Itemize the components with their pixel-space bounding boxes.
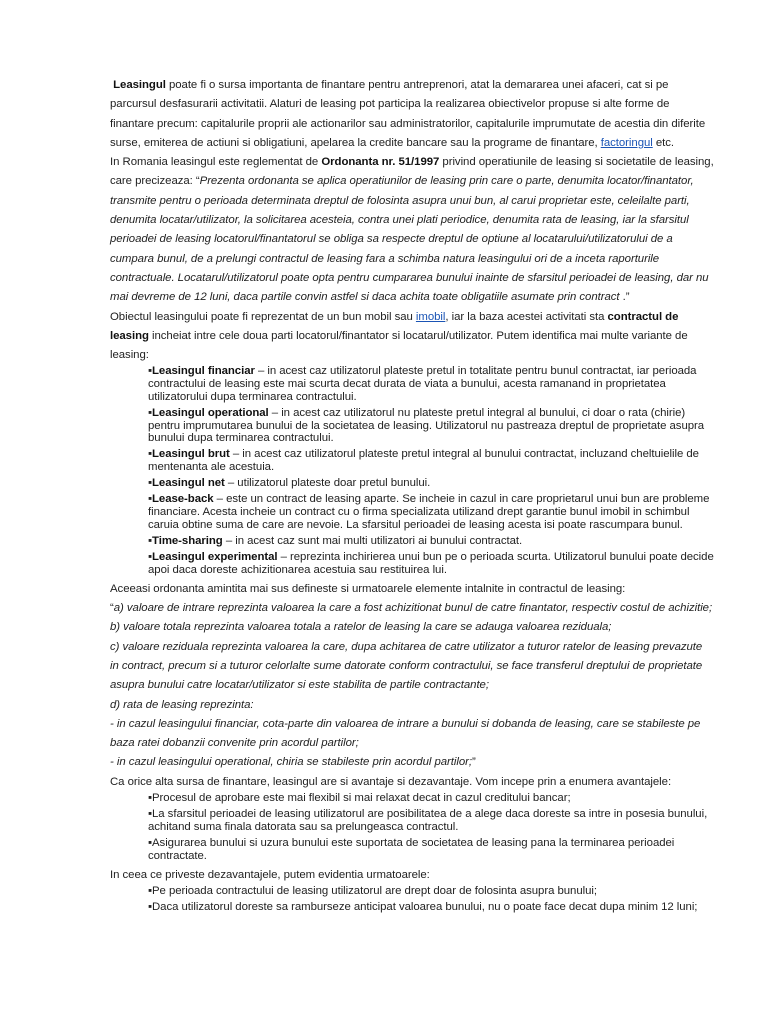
bullet-icon: ▪ — [148, 448, 152, 461]
variant-name: Leasingul experimental — [152, 550, 278, 563]
bullet-icon: ▪ — [148, 836, 152, 849]
intro-text-end: etc. — [652, 136, 675, 149]
variant-name: Leasingul brut — [152, 448, 230, 461]
variant-name: Leasingul financiar — [152, 365, 255, 378]
object-text: Obiectul leasingului poate fi reprezentat de un bun mobil sau — [110, 310, 416, 323]
list-item — [148, 365, 714, 403]
definitions-block — [110, 599, 714, 773]
imobil-link[interactable]: imobil — [415, 310, 446, 323]
bullet-icon: ▪ — [148, 901, 152, 914]
leasing-variants-list — [110, 365, 714, 576]
variant-desc: – in acest caz utilizatorul plateste pretul integral al bunului contractat, incluzand cheltuielile de mentenanta ale acestuia. — [148, 448, 699, 474]
intro-lead: Leasingul — [113, 79, 166, 91]
definition-d2: - in cazul leasingului operational, chiria se stabileste prin acordul partilor;” — [110, 756, 476, 769]
advantages-list — [110, 792, 714, 862]
disadvantages-intro: In ceea ce priveste dezavantajele, putem evidentia urmatoarele: — [110, 868, 430, 881]
romania-paragraph — [110, 153, 714, 307]
list-item: ▪Procesul de aprobare este mai flexibil si mai relaxat decat in cazul creditului bancar; — [148, 792, 571, 804]
intro-paragraph — [110, 76, 714, 153]
romania-text: In Romania leasingul este reglementat de — [110, 156, 322, 169]
advantages-intro: Ca orice alta sursa de finantare, leasingul are si avantaje si dezavantaje. Vom incepe prin a enumera avantajele: — [110, 775, 672, 788]
list-item: ▪Pe perioada contractului de leasing utilizatorul are drept doar de folosinta asupra bunului; — [148, 884, 597, 897]
object-text-3: incheiat intre cele doua parti locatorul/finantator si locatarul/utilizator. Putem identifica mai multe variante de leasing: — [110, 329, 688, 362]
variant-desc: – reprezinta inchirierea unui bun pe o perioada scurta. Utilizatorul bunului poate decide apoi daca doreste achizitionarea acestuia sau restituirea lui. — [148, 550, 714, 576]
disadvantages-list — [110, 885, 714, 914]
bullet-icon: ▪ — [148, 534, 152, 547]
definition-d1: - in cazul leasingului financiar, cota-parte din valoarea de intrare a bunului si dobanda de leasing, care se stabileste pe baza ratei dobanzii convenite prin acordul partilor; — [110, 717, 701, 750]
variant-desc: – este un contract de leasing aparte. Se incheie in cazul in care proprietarul unui bun are probleme financiare. Acesta incheie un contract cu o firma specializata utilizand drept garantie bunul imobil in schimbul caruia obtine suma de care are nevoie. La sfarsitul perioadei de leasing acesta isi poate rascumpara bunul. — [148, 493, 710, 531]
ordinance-quote: Prezenta ordonanta se aplica operatiunilor de leasing prin care o parte, denumita locator/finantator, transmite pentru o perioada determinata dreptul de folosinta asupra unui bun, al carui proprietar este, celeilalte parti, denumita locatar/utilizator, la solicitarea acesteia, contra unei plati periodice, denumita rata de leasing, iar la sfarsitul perioadei de leasing locatorul/finantatorul se obliga sa respecte dreptul de optiune al locatarului/utilizatorului de a cumpara bunul, de a prelungi contractul de leasing fara a schimba natura leasingului ori de a inceta raporturile contractuale. Locatarul/utilizatorul poate opta pentru cumpararea bunului inainte de sfarsitul perioadei de leasing, dar nu mai devreme de 12 luni, daca partile convin astfel si daca achita toate obligatiile asumate prin contract — [110, 175, 709, 304]
object-paragraph — [110, 308, 714, 366]
list-item — [148, 448, 714, 473]
variant-name: Leasingul operational — [152, 406, 269, 419]
bullet-icon: ▪ — [148, 477, 152, 490]
list-item — [148, 535, 714, 548]
definition-d: d) rata de leasing reprezinta: — [110, 698, 254, 711]
open-quote: “ — [110, 602, 114, 615]
document-page — [110, 76, 714, 917]
definition-c: c) valoare reziduala reprezinta valoarea la care, dupa achitarea de catre utilizator a tuturor ratelor de leasing prevazute in contract, precum si a tuturor celorlalte sume datorate conform contractului, se face transferul dreptului de proprietate asupra bunului catre locatar/utilizator si este stabilita de partile contractante; — [110, 640, 703, 692]
variant-name: Lease-back — [152, 493, 214, 506]
bullet-icon: ▪ — [148, 808, 152, 821]
list-item: ▪Asigurarea bunului si uzura bunului este suportata de societatea de leasing pana la terminarea perioadei contractate. — [148, 836, 675, 862]
variant-name: Time-sharing — [152, 534, 223, 547]
variant-desc: – utilizatorul plateste doar pretul bunului. — [224, 477, 431, 490]
bullet-icon: ▪ — [148, 365, 152, 378]
ordinance-number: Ordonanta nr. 51/1997 — [321, 156, 440, 169]
bullet-icon: ▪ — [148, 792, 152, 804]
variant-desc: – in acest caz utilizatorul plateste pretul in totalitate pentru bunul contractat, iar perioada contractului de leasing este mai scurta decat durata de viata a bunului, acesta ramanand in proprietatea utilizatorului dupa terminarea contractului. — [148, 365, 697, 403]
contract-term: contractul de leasing — [110, 310, 679, 342]
definition-b: b) valoare totala reprezinta valoarea totala a ratelor de leasing la care se adauga valoarea reziduala; — [110, 621, 612, 634]
variant-desc: – in acest caz utilizatorul nu plateste pretul integral al bunului, ci doar o rata (chirie) pentru imprumutarea bunului de la societatea de leasing. Utilizatorul nu pastreaza dreptul de proprietate asupra bunului dupa terminarea contractului. — [148, 406, 705, 445]
definition-a: “a) valoare de intrare reprezinta valoarea la care a fost achizitionat bunul de catre finantator, respectiv costul de achizitie; — [110, 602, 713, 615]
list-item — [148, 477, 714, 490]
romania-text-2: privind operatiunile de leasing si societatile de leasing, care precizeaza: “ — [110, 156, 714, 188]
bullet-icon: ▪ — [148, 493, 152, 506]
factoring-link[interactable]: factoringul — [600, 136, 653, 149]
list-item — [148, 407, 714, 445]
list-item — [148, 551, 714, 576]
bullet-icon: ▪ — [148, 884, 152, 897]
bullet-icon: ▪ — [148, 550, 152, 563]
romania-quote-end: .” — [619, 291, 630, 304]
list-item — [148, 493, 714, 531]
variant-desc: – in acest caz sunt mai multi utilizatori ai bunului contractat. — [222, 534, 523, 547]
object-text-2: , iar la baza acestei activitati sta — [445, 310, 608, 323]
elements-intro: Aceeasi ordonanta amintita mai sus defineste si urmatoarele elemente intalnite in contractul de leasing: — [110, 582, 626, 595]
variant-name: Leasingul net — [152, 477, 225, 490]
bullet-icon: ▪ — [148, 406, 152, 419]
intro-text: poate fi o sursa importanta de finantare pentru antreprenori, atat la demararea unei afaceri, cat si pe parcursul desfasurarii activitatii. Alaturi de leasing pot participa la realizarea obiectivelor propuse si alte forme de finantare precum: capitalurile proprii ale actionarilor sau administratorilor, capitalurile imprumutate de acestia din diferite surse, emiterea de actiuni si obligatiuni, apelarea la credite bancare sau la programe de finantare, — [110, 79, 706, 149]
close-quote: ” — [472, 756, 476, 769]
list-item: ▪La sfarsitul perioadei de leasing utilizatorul are posibilitatea de a alege daca doreste sa intre in posesia bunului, achitand suma finala datorata sau sa prelungeasca contractul. — [148, 808, 708, 833]
list-item: ▪Daca utilizatorul doreste sa ramburseze anticipat valoarea bunului, nu o poate face decat dupa minim 12 luni; — [148, 901, 698, 914]
